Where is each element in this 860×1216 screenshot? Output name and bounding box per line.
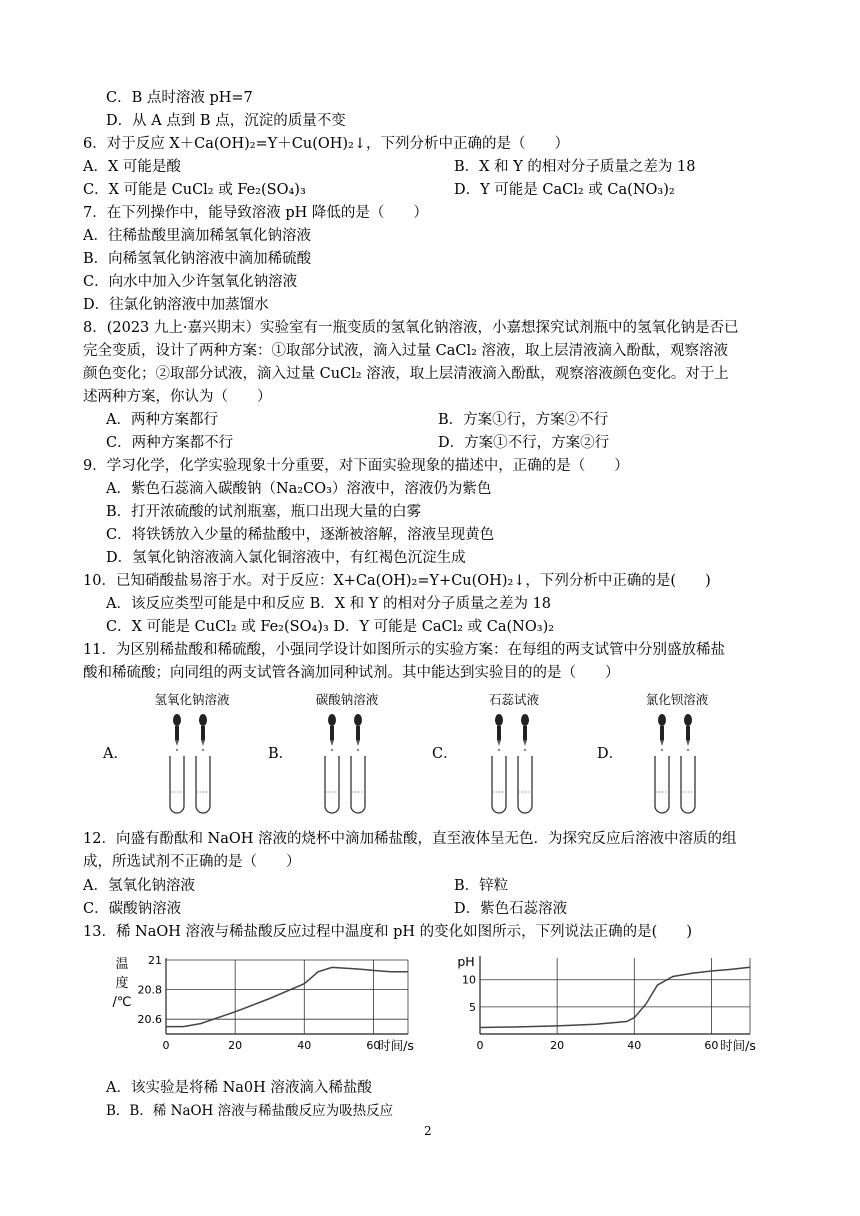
x-tick-label: 60 (366, 1039, 381, 1052)
x-axis-label: 时间/s (378, 1038, 414, 1053)
dropper-bulb (521, 714, 529, 726)
q9-option-b: B．打开浓硫酸的试剂瓶塞，瓶口出现大量的白雾 (106, 504, 422, 520)
dropper-tip (330, 740, 334, 746)
q10-options-ab: A．该反应类型可能是中和反应 B．X 和 Y 的相对分子质量之差为 18 (106, 596, 552, 612)
y-axis-label: pH (457, 954, 475, 969)
q8-option-b: B．方案①行，方案②不行 (438, 412, 609, 428)
reagent-label: 碳酸钠溶液 (315, 692, 379, 707)
dropper-neck (356, 726, 360, 740)
x-tick-label: 40 (297, 1039, 312, 1052)
dropper-neck (497, 726, 501, 740)
x-tick-label: 20 (228, 1039, 243, 1052)
dropper-neck (523, 726, 527, 740)
test-tube (325, 756, 339, 813)
dropper-neck (686, 726, 690, 740)
test-tube-group (632, 688, 722, 818)
q8-option-d: D．方案①不行，方案②行 (438, 435, 610, 451)
drop (524, 749, 526, 751)
dropper-neck (201, 726, 205, 740)
q8-line2: 完全变质，设计了两种方案：①取部分试液，滴入过量 CaCl₂ 溶液，取上层清液滴入酚酞，观察溶液 (83, 343, 728, 359)
dropper-neck (330, 726, 334, 740)
q12-option-c: C．碳酸钠溶液 (83, 901, 182, 917)
test-tube (351, 756, 365, 813)
q11-option-letter: D． (597, 746, 624, 762)
dropper-bulb (684, 714, 692, 726)
reagent-label: 氯化钡溶液 (645, 692, 709, 707)
y-tick-label: 10 (462, 973, 476, 987)
data-line (166, 967, 408, 1026)
q8-option-a: A．两种方案都行 (106, 412, 218, 428)
q7-option-b: B．向稀氢氧化钠溶液中滴加稀硫酸 (83, 251, 312, 267)
test-tube (655, 756, 669, 813)
dropper-tip (356, 740, 360, 746)
test-tube (492, 756, 506, 813)
drop (661, 749, 663, 751)
q11-option-letter: B． (268, 746, 294, 762)
q9-stem: 9．学习化学，化学实验现象十分重要，对下面实验现象的描述中，正确的是（ ） (83, 458, 629, 474)
dropper-bulb (328, 714, 336, 726)
dropper-tip (175, 740, 179, 746)
x-tick-label: 40 (627, 1039, 642, 1052)
x-axis-label: 时间/s (720, 1038, 756, 1053)
q9-option-d: D．氢氧化钠溶液滴入氯化铜溶液中，有红褐色沉淀生成 (106, 550, 466, 566)
ph-chart (448, 952, 758, 1064)
q7-option-c: C．向水中加入少许氢氧化钠溶液 (83, 274, 298, 290)
q6-stem: 6．对于反应 X＋Ca(OH)₂=Y＋Cu(OH)₂↓，下列分析中正确的是（ ） (83, 136, 570, 152)
q7-option-d: D．往氯化钠溶液中加蒸馏水 (83, 297, 269, 313)
y-tick-label: 20.8 (137, 983, 162, 997)
test-tube (518, 756, 532, 813)
test-tube-group (469, 688, 559, 818)
x-tick-label: 20 (550, 1039, 565, 1052)
q11-line1: 11．为区别稀盐酸和稀硫酸，小强同学设计如图所示的实验方案：在每组的两支试管中分别盛放稀盐 (83, 642, 725, 658)
test-tube (196, 756, 210, 813)
temperature-chart (108, 952, 424, 1064)
q13-stem: 13．稀 NaOH 溶液与稀盐酸反应过程中温度和 pH 的变化如图所示，下列说法正确的是( ) (83, 924, 692, 940)
q12-option-d: D．紫色石蕊溶液 (454, 901, 568, 917)
q8-line1: 8．(2023 九上·嘉兴期末）实验室有一瓶变质的氢氧化钠溶液，小嘉想探究试剂瓶中的氢氧化钠是否已 (83, 320, 739, 336)
dropper-tip (497, 740, 501, 746)
q5-option-c: C．B 点时溶液 pH=7 (106, 90, 253, 106)
q10-stem: 10．已知硝酸盐易溶于水。对于反应：X+Ca(OH)₂=Y+Cu(OH)₂↓，下列分析中正确的是( ) (83, 573, 711, 589)
dropper-bulb (658, 714, 666, 726)
test-tube-group (147, 688, 237, 818)
y-tick-label: 5 (469, 1000, 476, 1014)
test-tube (681, 756, 695, 813)
q7-stem: 7．在下列操作中，能导致溶液 pH 降低的是（ ） (83, 205, 428, 221)
q7-option-a: A．往稀盐酸里滴加稀氢氧化钠溶液 (83, 228, 311, 244)
data-line (480, 967, 750, 1027)
drop (202, 749, 204, 751)
x-tick-label: 60 (704, 1039, 719, 1052)
q9-option-c: C．将铁锈放入少量的稀盐酸中，逐渐被溶解，溶液呈现黄色 (106, 527, 495, 543)
q13-option-b: B．B．稀 NaOH 溶液与稀盐酸反应为吸热反应 (106, 1103, 394, 1119)
q8-line3: 颜色变化；②取部分试液，滴入过量 CuCl₂ 溶液，取上层清液滴入酚酞，观察溶液颜色变化。对于上 (83, 366, 729, 382)
q5-option-d: D．从 A 点到 B 点，沉淀的质量不变 (106, 113, 346, 129)
dropper-tip (660, 740, 664, 746)
q11-option-letter: A． (103, 746, 128, 762)
page-number: 2 (424, 1124, 432, 1138)
dropper-bulb (495, 714, 503, 726)
q10-options-cd: C．X 可能是 CuCl₂ 或 Fe₂(SO₄)₃ D．Y 可能是 CaCl₂ 或 Ca(NO₃)₂ (106, 619, 555, 635)
test-tube (170, 756, 184, 813)
test-tube-group (302, 688, 392, 818)
y-axis-label: /℃ (112, 995, 132, 1010)
drop (498, 749, 500, 751)
dropper-neck (660, 726, 664, 740)
y-axis-label: 温 (115, 957, 129, 972)
dropper-tip (686, 740, 690, 746)
drop (331, 749, 333, 751)
drop (357, 749, 359, 751)
y-tick-label: 21 (148, 954, 162, 967)
y-axis-label: 度 (115, 976, 129, 991)
dropper-tip (201, 740, 205, 746)
drop (687, 749, 689, 751)
reagent-label: 氢氧化钠溶液 (154, 692, 230, 707)
q11-line2: 酸和稀硫酸；向同组的两支试管各滴加同种试剂。其中能达到实验目的的是（ ） (83, 665, 620, 681)
x-tick-label: 0 (476, 1039, 484, 1052)
y-tick-label: 20.6 (137, 1013, 162, 1027)
q12-option-b: B．锌粒 (454, 878, 509, 894)
q13-option-a: A．该实验是将稀 Na0H 溶液滴入稀盐酸 (106, 1080, 372, 1096)
q8-option-c: C．两种方案都不行 (106, 435, 234, 451)
dropper-neck (175, 726, 179, 740)
q6-option-a: A．X 可能是酸 (83, 159, 181, 175)
q11-option-letter: C． (432, 746, 458, 762)
dropper-bulb (173, 714, 181, 726)
reagent-label: 石蕊试液 (488, 692, 540, 707)
x-tick-label: 0 (162, 1039, 170, 1052)
q6-option-d: D．Y 可能是 CaCl₂ 或 Ca(NO₃)₂ (454, 182, 675, 198)
drop (176, 749, 178, 751)
dropper-tip (523, 740, 527, 746)
q12-line2: 成，所选试剂不正确的是（ ） (83, 854, 301, 870)
q8-line4: 述两种方案，你认为（ ） (83, 389, 272, 405)
dropper-bulb (354, 714, 362, 726)
q9-option-a: A．紫色石蕊滴入碳酸钠（Na₂CO₃）溶液中，溶液仍为紫色 (106, 481, 492, 497)
q6-option-c: C．X 可能是 CuCl₂ 或 Fe₂(SO₄)₃ (83, 182, 306, 198)
q12-option-a: A．氢氧化钠溶液 (83, 878, 195, 894)
q12-line1: 12．向盛有酚酞和 NaOH 溶液的烧杯中滴加稀盐酸，直至液体呈无色．为探究反应后溶液中溶质的组 (83, 831, 737, 847)
q6-option-b: B．X 和 Y 的相对分子质量之差为 18 (454, 159, 696, 175)
dropper-bulb (199, 714, 207, 726)
